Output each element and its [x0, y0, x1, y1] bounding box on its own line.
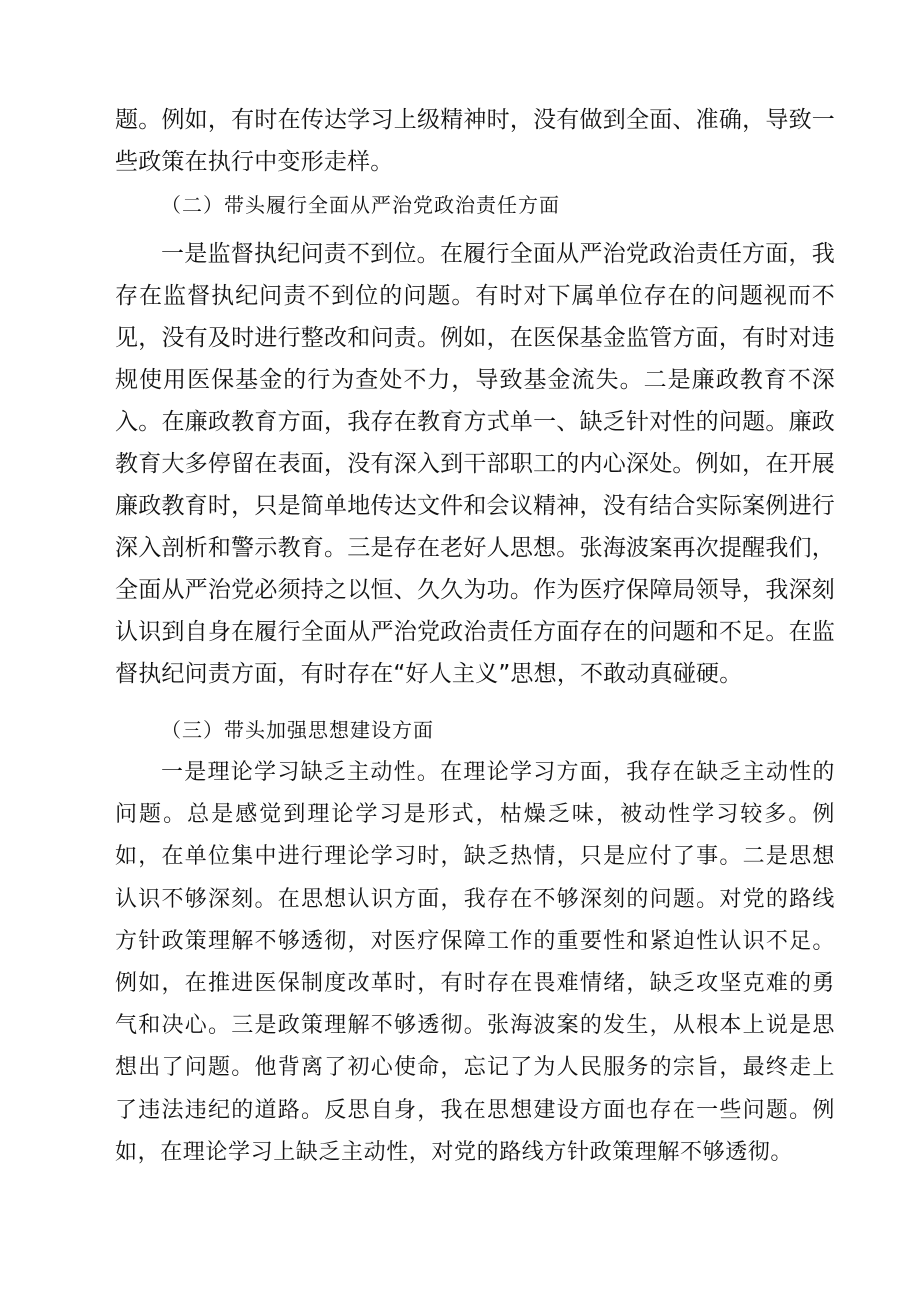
- section-heading-3: （三）带头加强思想建设方面: [161, 718, 434, 742]
- section-heading-2: （二）带头履行全面从严治党政治责任方面: [161, 193, 560, 217]
- paragraph-continued: 题。例如，有时在传达学习上级精神时，没有做到全面、准确，导致一些政策在执行中变形走样。: [115, 107, 835, 175]
- paragraph-section-2: 一是监督执纪问责不到位。在履行全面从严治党政治责任方面，我存在监督执纪问责不到位的问题。有时对下属单位存在的问题视而不见，没有及时进行整改和问责。例如，在医保基金监管方面，有时对违规使用医保基金的行为查处不力，导致基金流失。二是廉政教育不深入。在廉政教育方面，我存在教育方式单一、缺乏针对性的问题。廉政教育大多停留在表面，没有深入到干部职工的内心深处。例如，在开展廉政教育时，只是简单地传达文件和会议精神，没有结合实际案例进行深入剖析和警示教育。三是存在老好人思想。张海波案再次提醒我们，全面从严治党必须持之以恒、久久为功。作为医疗保障局领导，我深刻认识到自身在履行全面从严治党政治责任方面存在的问题和不足。在监督执纪问责方面，有时存在“好人主义”思想，不敢动真碰硬。: [115, 241, 835, 687]
- paragraph-section-3: 一是理论学习缺乏主动性。在理论学习方面，我存在缺乏主动性的问题。总是感觉到理论学习是形式，枯燥乏味，被动性学习较多。例如，在单位集中进行理论学习时，缺乏热情，只是应付了事。二是思想认识不够深刻。在思想认识方面，我存在不够深刻的问题。对党的路线方针政策理解不够透彻，对医疗保障工作的重要性和紧迫性认识不足。例如，在推进医保制度改革时，有时存在畏难情绪，缺乏攻坚克难的勇气和决心。三是政策理解不够透彻。张海波案的发生，从根本上说是思想出了问题。他背离了初心使命，忘记了为人民服务的宗旨，最终走上了违法违纪的道路。反思自身，我在思想建设方面也存在一些问题。例如，在理论学习上缺乏主动性，对党的路线方针政策理解不够透彻。: [115, 760, 835, 1165]
